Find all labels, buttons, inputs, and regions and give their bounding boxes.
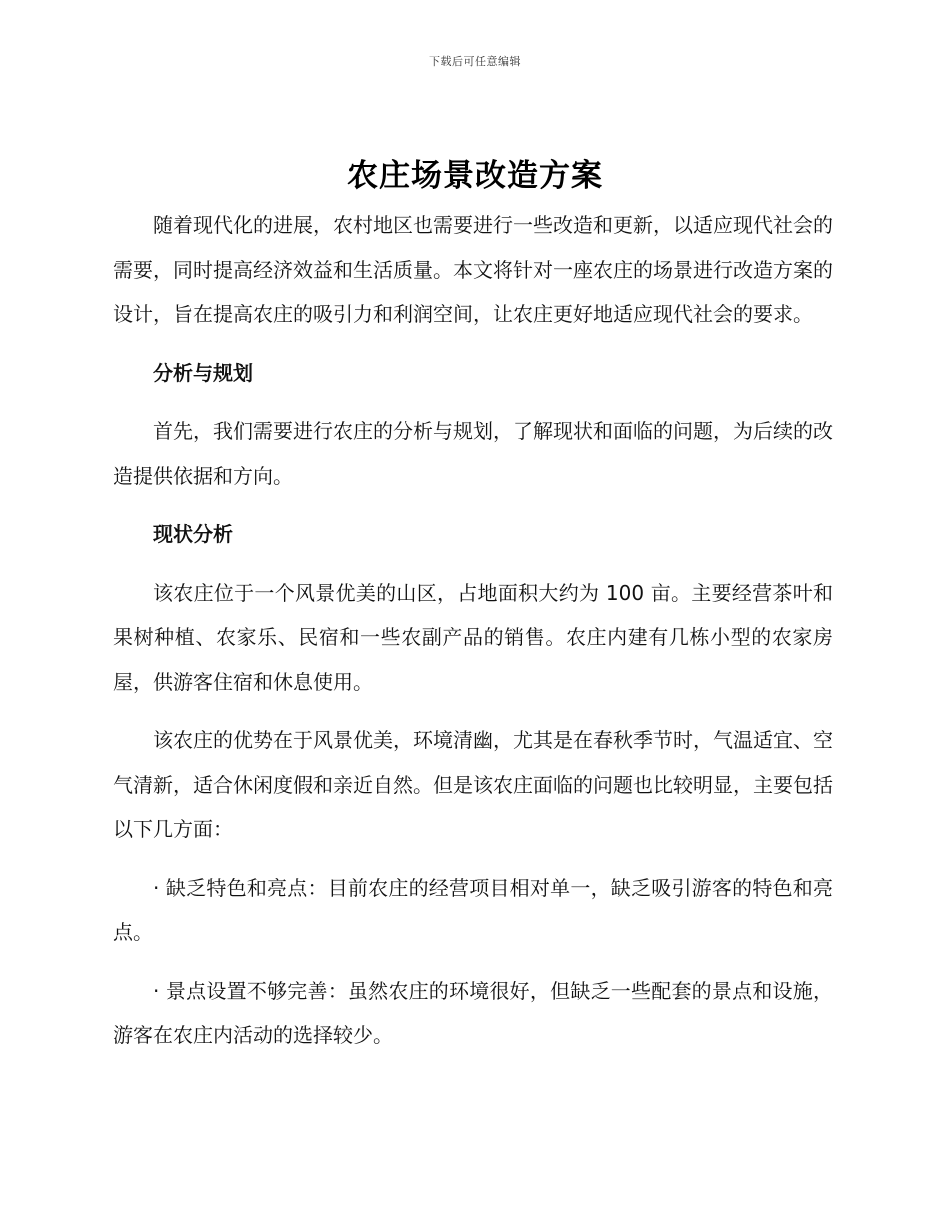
document-title: 农庄场景改造方案: [347, 158, 603, 194]
status-paragraph-1: 该农庄位于一个风景优美的山区，占地面积大约为 100 亩。主要经营茶叶和果树种植、农家乐、民宿和一些农副产品的销售。农庄内建有几栋小型的农家房屋，供游客住宿和休息使用。: [113, 580, 833, 694]
section-heading-analysis-planning: 分析与规划: [153, 360, 253, 385]
bullet-item-scenic-spots: · 景点设置不够完善：虽然农庄的环境很好，但缺乏一些配套的景点和设施，游客在农庄内活动的选择较少。: [113, 978, 833, 1047]
page-header-note: 下载后可任意编辑: [429, 55, 521, 68]
bullet-item-lack-features: · 缺乏特色和亮点：目前农庄的经营项目相对单一，缺乏吸引游客的特色和亮点。: [113, 875, 833, 944]
section-heading-status-analysis: 现状分析: [153, 522, 233, 546]
intro-paragraph: 随着现代化的进展，农村地区也需要进行一些改造和更新，以适应现代社会的需要，同时提高经济效益和生活质量。本文将针对一座农庄的场景进行改造方案的设计，旨在提高农庄的吸引力和利润空间，让农庄更好地适应现代社会的要求。: [113, 213, 833, 326]
analysis-planning-paragraph: 首先，我们需要进行农庄的分析与规划，了解现状和面临的问题，为后续的改造提供依据和方向。: [113, 419, 833, 488]
document-body: [113, 203, 833, 1072]
status-paragraph-2: 该农庄的优势在于风景优美，环境清幽，尤其是在春秋季节时，气温适宜、空气清新，适合休闲度假和亲近自然。但是该农庄面临的问题也比较明显，主要包括以下几方面：: [113, 728, 833, 841]
